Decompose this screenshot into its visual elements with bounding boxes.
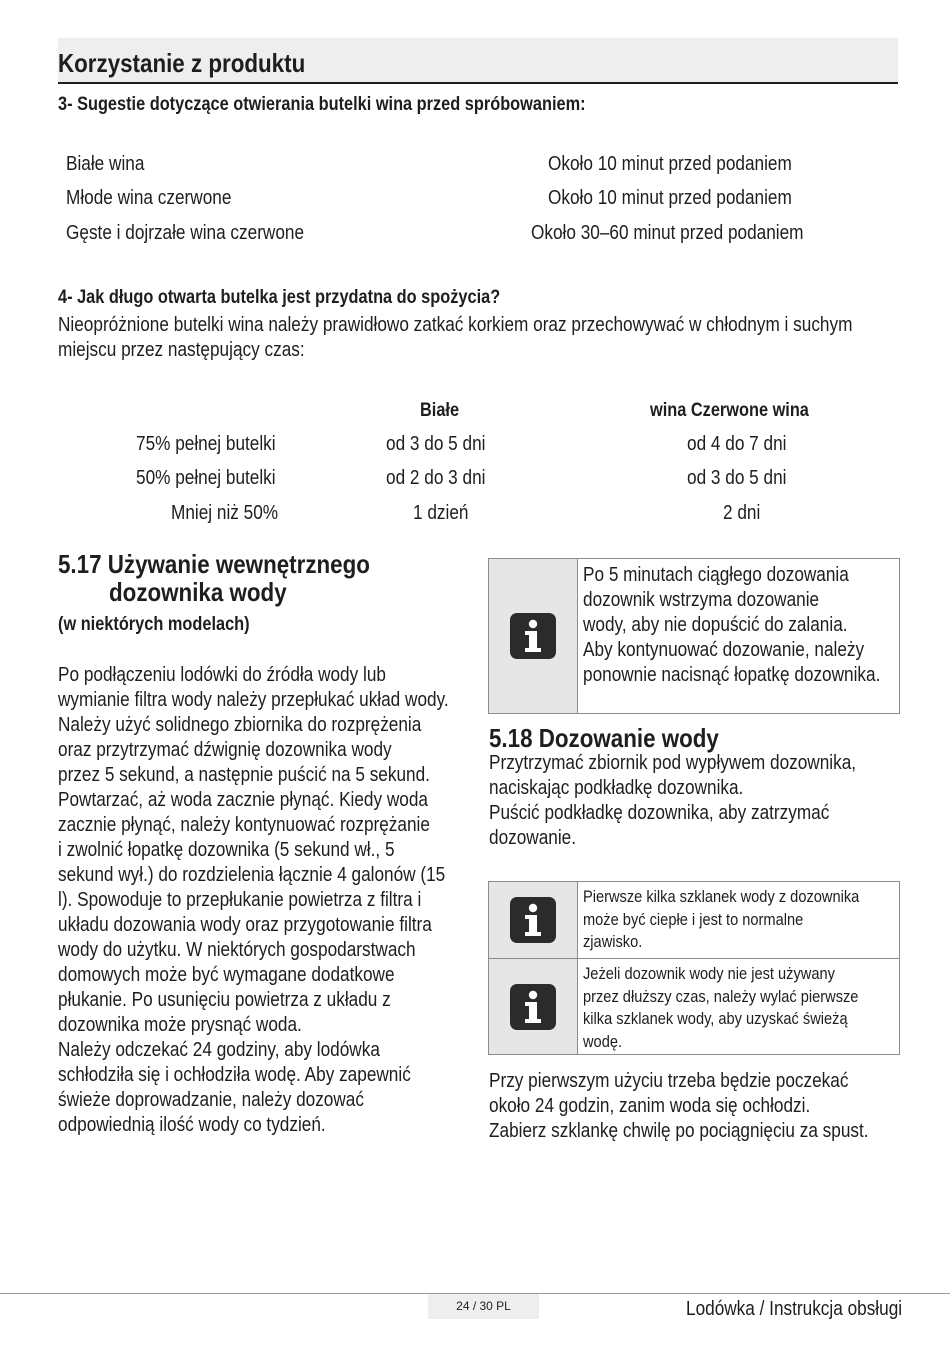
body-line: domowych może być wymagane dodatkowe — [58, 964, 395, 986]
info-box-warm-water — [488, 881, 900, 959]
body-line: schłodziła się i ochłodziła wodę. Aby zapewnić — [58, 1064, 411, 1086]
info-text — [583, 563, 880, 688]
info-line: przez dłuższy czas, należy wylać pierwsze — [583, 986, 859, 1006]
section517-title — [58, 550, 370, 578]
section4-heading: 4- Jak długo otwarta butelka jest przydatna do spożycia? — [58, 287, 501, 308]
body-line: płukanie. Po usunięciu powietrza z układu z — [58, 989, 391, 1011]
info-line: wodę. — [583, 1031, 623, 1051]
info-icon — [509, 612, 557, 660]
footer-doc-title: Lodówka / Instrukcja obsługi — [686, 1298, 903, 1320]
info-box-unused-dispenser — [488, 958, 900, 1055]
wine-type: Białe wina — [66, 153, 145, 175]
info-icon-cell — [489, 882, 578, 958]
body-line: Przy pierwszym użyciu trzeba będzie poczekać — [489, 1070, 849, 1092]
body-line: Puścić podkładkę dozownika, aby zatrzymać — [489, 802, 830, 824]
red-duration: od 3 do 5 dni — [687, 467, 787, 489]
body-line: Należy odczekać 24 godziny, aby lodówka — [58, 1039, 380, 1061]
body-line: sekund wył.) do rozdzielenia łącznie 4 galonów (15 — [58, 864, 446, 886]
info-line: może być ciepłe i jest to normalne — [583, 909, 804, 929]
body-line: świeże doprowadzanie, należy dozować — [58, 1089, 364, 1111]
info-text — [583, 963, 858, 1053]
section517-body — [58, 663, 449, 1138]
wine-type: Gęste i dojrzałe wina czerwone — [66, 222, 305, 244]
info-line: Aby kontynuować dozowanie, należy — [583, 639, 865, 661]
body-line: przez 5 sekund, a następnie puścić na 5 sekund. — [58, 764, 430, 786]
fill-level: 75% pełnej butelki — [136, 433, 276, 455]
column-header-white: Białe — [420, 400, 460, 421]
section3-heading: 3- Sugestie dotyczące otwierania butelki wina przed spróbowaniem: — [58, 94, 586, 115]
opening-time: Około 10 minut przed podaniem — [548, 153, 792, 175]
body-line: naciskając podkładkę dozownika. — [489, 777, 744, 799]
red-duration: 2 dni — [723, 502, 761, 524]
closing-paragraph — [489, 1069, 869, 1144]
info-line: kilka szklanek wody, aby uzyskać świeżą — [583, 1009, 848, 1028]
body-line: Zabierz szklankę chwilę po pociągnięciu za spust. — [489, 1120, 869, 1142]
body-line: oraz przytrzymać dźwignię dozownika wody — [58, 739, 392, 761]
body-line: Powtarzać, aż woda zacznie płynąć. Kiedy woda — [58, 789, 429, 811]
red-duration: od 4 do 7 dni — [687, 433, 787, 455]
page-title: Korzystanie z produktu — [58, 48, 306, 78]
column-header-red: wina Czerwone wina — [650, 400, 809, 421]
info-icon — [509, 896, 557, 944]
body-line: zacznie płynąć, należy kontynuować rozprężanie — [58, 814, 430, 836]
section517-title-line2: dozownika wody — [109, 577, 287, 607]
body-line: i zwolnić łopatkę dozownika (5 sekund wł., 5 — [58, 839, 395, 861]
info-line: Po 5 minutach ciągłego dozowania — [583, 564, 849, 586]
body-line: około 24 godzin, zanim woda się ochłodzi. — [489, 1095, 811, 1117]
info-icon — [509, 983, 557, 1031]
section518-title: 5.18 Dozowanie wody — [489, 723, 719, 753]
opening-time: Około 30–60 minut przed podaniem — [531, 222, 804, 244]
opening-time: Około 10 minut przed podaniem — [548, 187, 792, 209]
info-icon-cell — [489, 559, 578, 713]
white-duration: od 2 do 3 dni — [386, 467, 486, 489]
body-line: odpowiednią ilość wody co tydzień. — [58, 1114, 326, 1136]
body-line: Przytrzymać zbiornik pod wypływem dozownika, — [489, 752, 857, 774]
body-line: wody do użytku. W niektórych gospodarstwach — [58, 939, 416, 961]
body-line: Należy użyć solidnego zbiornika do rozprężenia — [58, 714, 422, 736]
body-line: układu dozowania wody oraz przygotowanie filtra — [58, 914, 432, 936]
white-duration: 1 dzień — [413, 502, 469, 524]
page-number: 24 / 30 PL — [428, 1294, 539, 1319]
info-line: dozownik wstrzyma dozowanie — [583, 589, 820, 611]
info-text — [583, 886, 859, 954]
intro-line: miejscu przez następujący czas: — [58, 339, 305, 361]
info-box-auto-stop — [488, 558, 900, 714]
body-line: Po podłączeniu lodówki do źródła wody lub — [58, 664, 386, 686]
body-line: dozownika może prysnąć woda. — [58, 1014, 302, 1036]
body-line: dozowanie. — [489, 827, 577, 849]
intro-line: Nieopróżnione butelki wina należy prawidłowo zatkać korkiem oraz przechowywać w chłodnym i suchym — [58, 314, 853, 336]
info-icon-cell — [489, 959, 578, 1054]
info-line: zjawisko. — [583, 932, 643, 951]
wine-type: Młode wina czerwone — [66, 187, 232, 209]
info-line: Jeżeli dozownik wody nie jest używany — [583, 964, 835, 983]
body-line: wymianie filtra wody należy przepłukać układ wody. — [58, 689, 449, 711]
section517-subtitle: (w niektórych modelach) — [58, 614, 250, 635]
info-line: wody, aby nie dopuścić do zalania. — [583, 614, 848, 636]
body-line: l). Spowoduje to przepłukanie powietrza z filtra i — [58, 889, 422, 911]
section-number: 5.17 — [58, 549, 102, 579]
section518-body — [489, 751, 856, 851]
fill-level: 50% pełnej butelki — [136, 467, 276, 489]
section4-intro — [58, 313, 852, 363]
white-duration: od 3 do 5 dni — [386, 433, 486, 455]
fill-level: Mniej niż 50% — [171, 502, 279, 524]
info-line: ponownie nacisnąć łopatkę dozownika. — [583, 664, 881, 686]
title-line: Używanie wewnętrznego — [107, 549, 370, 579]
info-line: Pierwsze kilka szklanek wody z dozownika — [583, 887, 860, 906]
